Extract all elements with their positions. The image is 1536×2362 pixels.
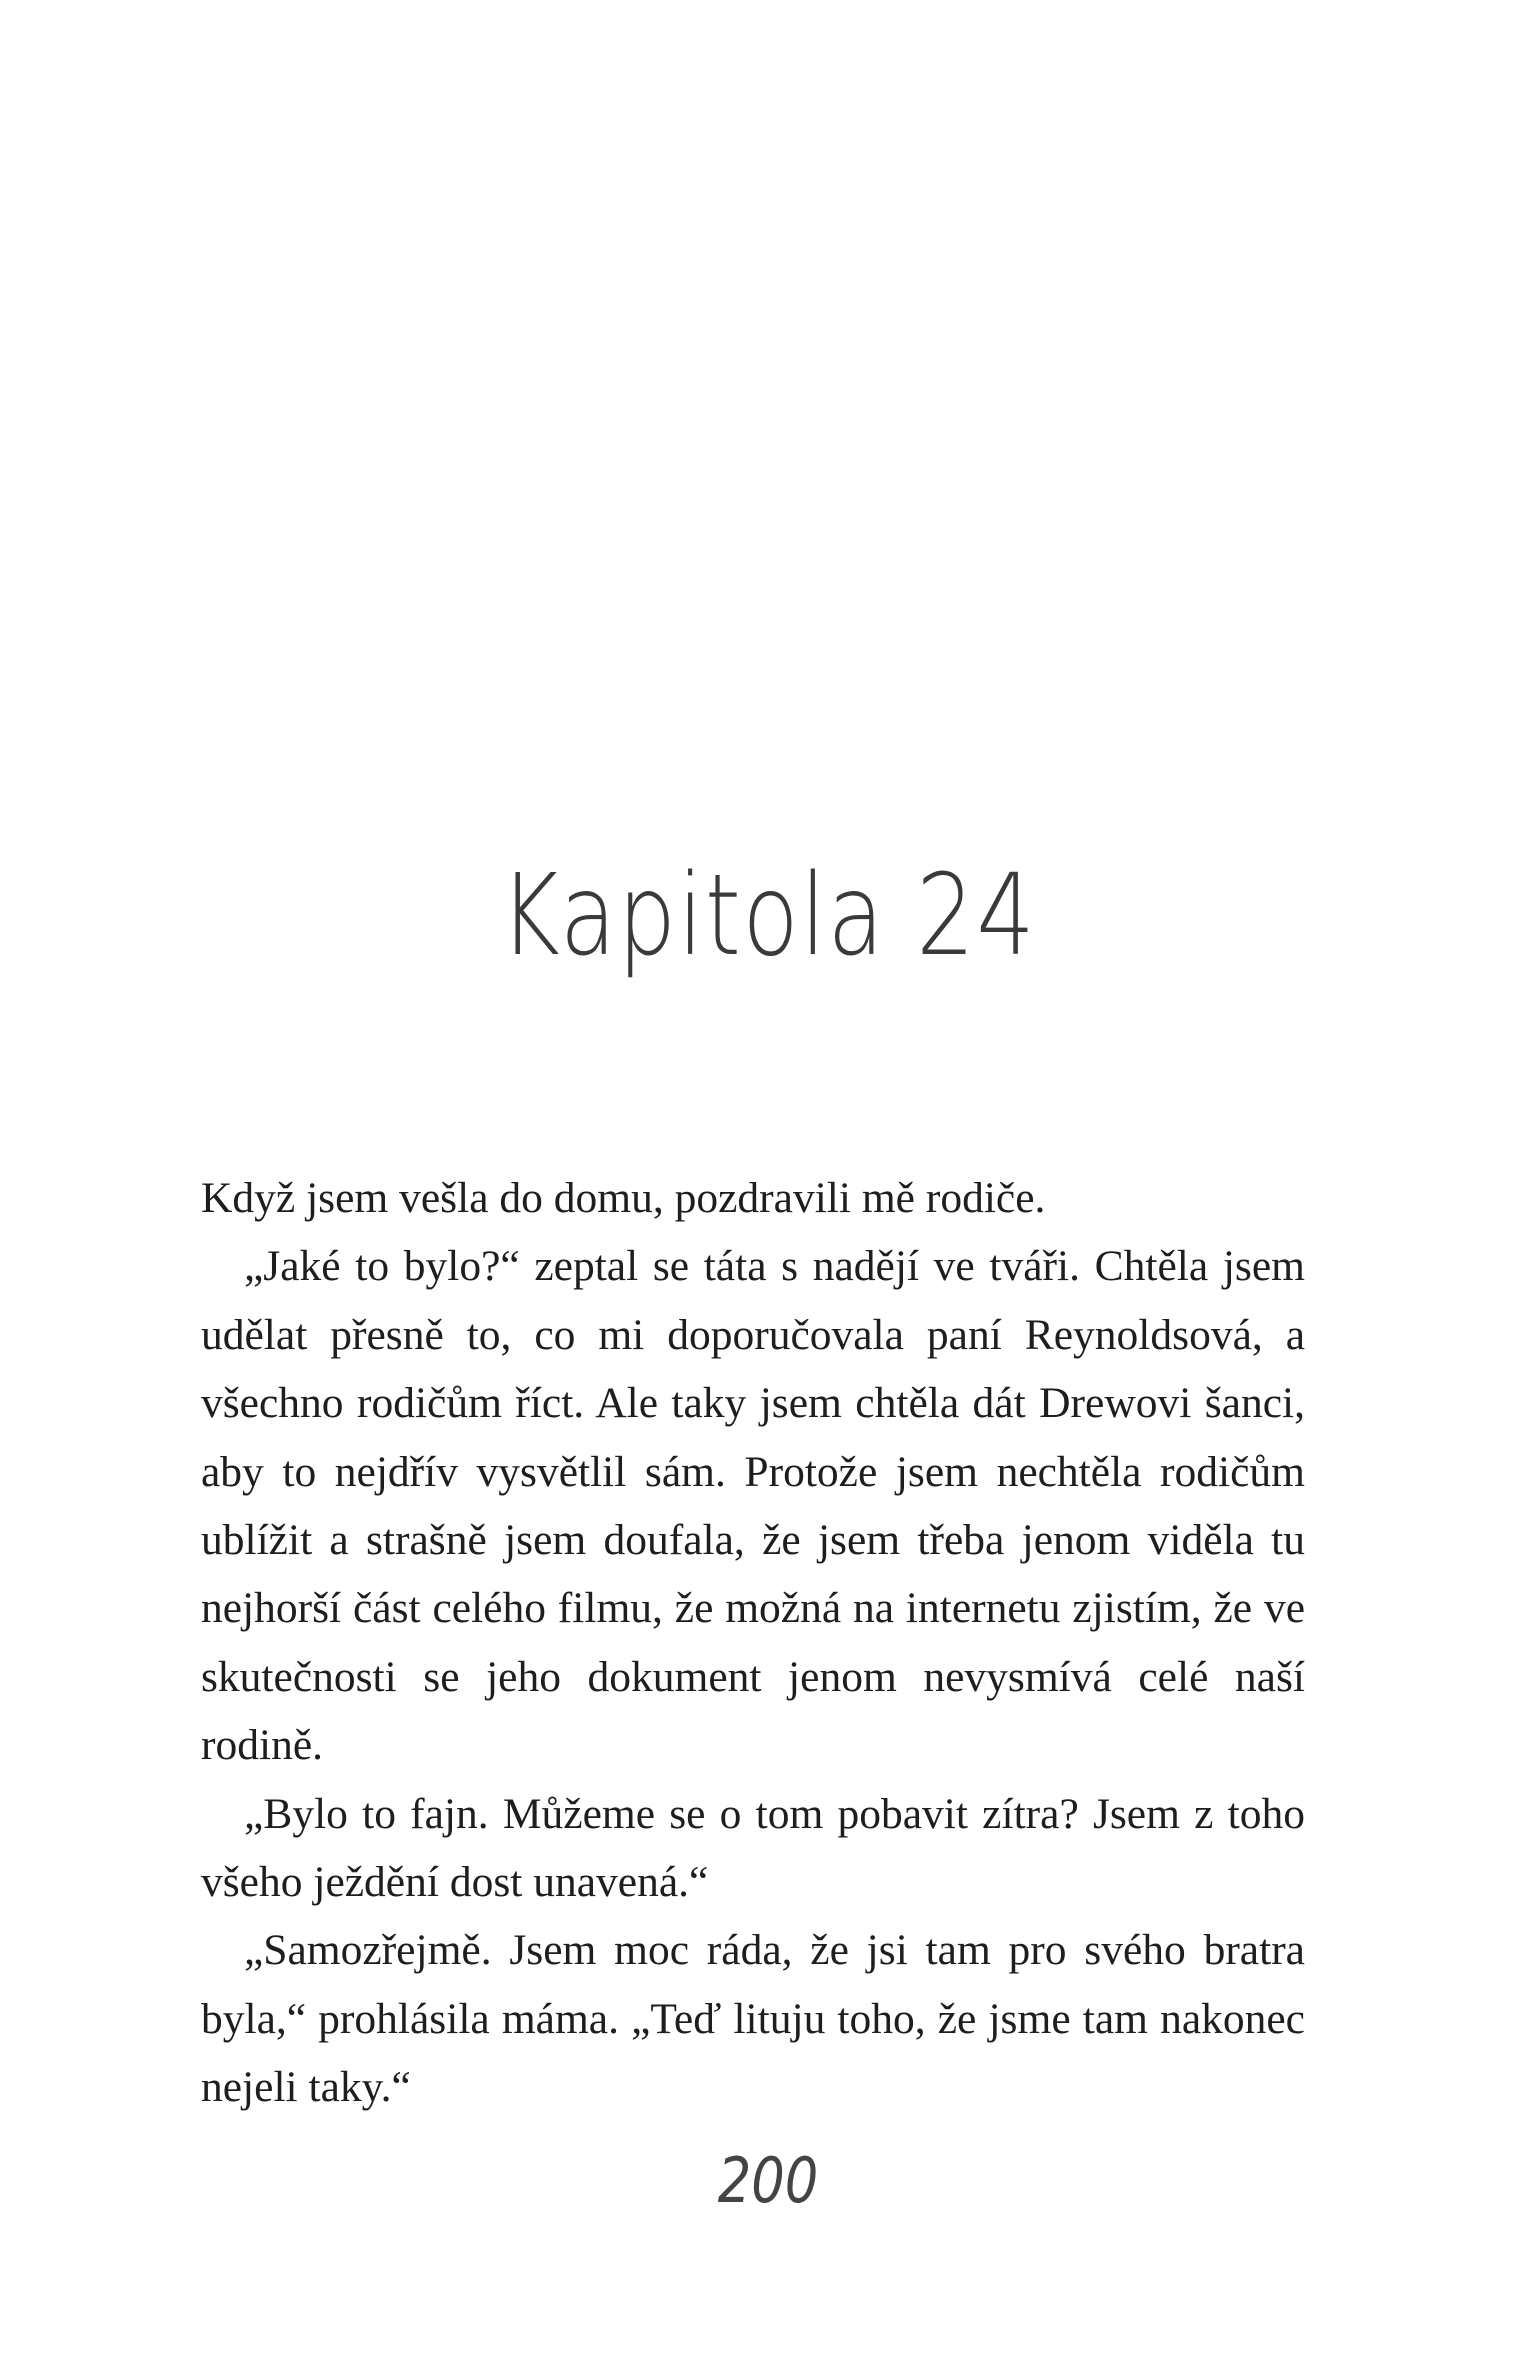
chapter-title: Kapitola 24 [499,851,1037,981]
paragraph-3: „Bylo to fajn. Můžeme se o tom pobavit zítra? Jsem z toho všeho ježdění dost unavená.“ [201,1789,1305,1907]
paragraph-4: „Samozřejmě. Jsem moc ráda, že jsi tam pro svého bratra byla,“ prohlásila máma. „Teď lituju toho, že jsme tam nakonec nejeli taky.“ [201,1926,1305,2112]
chapter-body [201,1164,1305,2122]
paragraph-1: Když jsem vešla do domu, pozdravili mě rodiče. [201,1174,1046,1222]
paragraph-2: „Jaké to bylo?“ zeptal se táta s nadějí ve tváři. Chtěla jsem udělat přesně to, co mi doporučovala paní Reynoldsová, a všechno rodičům říct. Ale taky jsem chtěla dát Drewovi šanci, aby to nejdřív vysvětlil sám. Protože jsem nechtěla rodičům ublížit a strašně jsem doufala, že jsem třeba jenom viděla tu nejhorší část celého filmu, že možná na internetu zjistím, že ve skutečnosti se jeho dokument jenom nevysmívá celé naší rodině. [201,1242,1305,1770]
page-number: 200 [717,2144,819,2217]
